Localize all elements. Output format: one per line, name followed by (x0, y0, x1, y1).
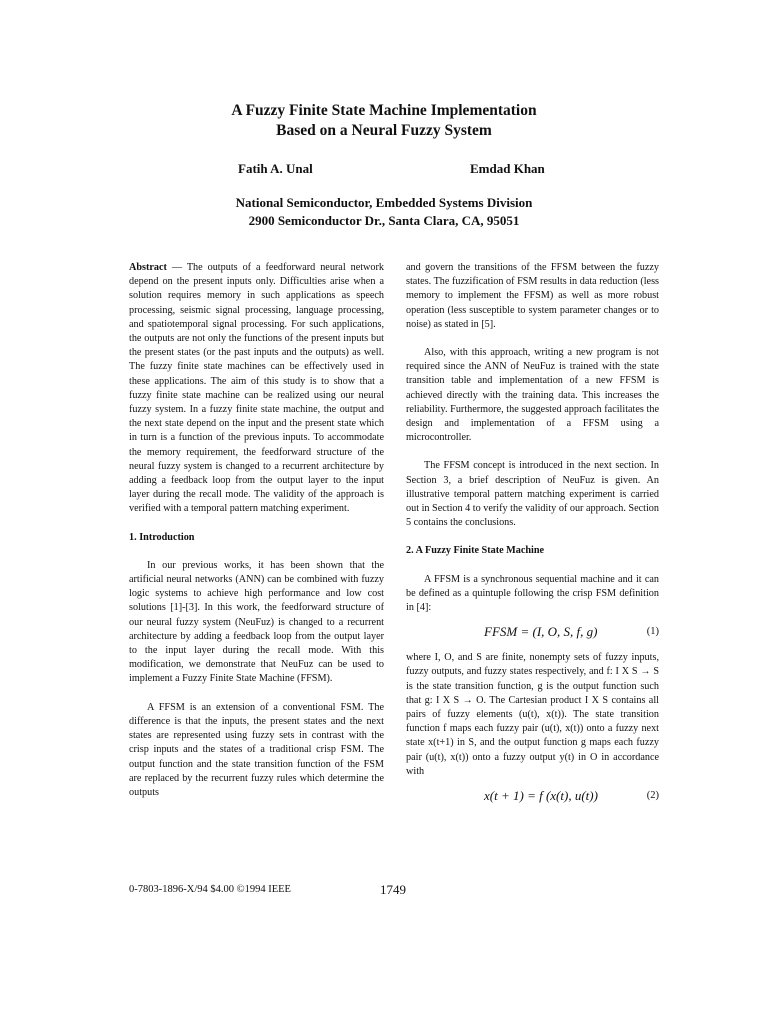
equation-1-body: FFSM = (I, O, S, f, g) (484, 624, 598, 640)
title-line-2: Based on a Neural Fuzzy System (276, 122, 492, 139)
author-1: Fatih A. Unal (238, 161, 313, 176)
page-number: 1749 (380, 882, 406, 897)
intro-paragraph-4: The FFSM concept is introduced in the next section. In Section 3, a brief description of NeuFuz is given. An illustrative temporal pattern matching experiment is carried out in Section 4 to verify the validity of our approach. Section 5 contains the conclusions. (406, 460, 659, 529)
section-2-paragraph-1: A FFSM is a synchronous sequential machine and it can be defined as a quintuple following the crisp FSM definition in [4]: (406, 573, 659, 614)
title-line-1: A Fuzzy Finite State Machine Implementation (231, 102, 537, 119)
abstract-label: Abstract (129, 262, 167, 273)
affiliation (0, 194, 768, 230)
author-2: Emdad Khan (470, 161, 545, 176)
equation-1 (406, 621, 659, 647)
left-column (129, 261, 384, 800)
abstract (129, 261, 384, 517)
equation-2-number: (2) (646, 790, 659, 802)
intro-paragraph-2-continued: and govern the transitions of the FFSM between the fuzzy states. The fuzzification of FSM results in data reduction (less memory to implement the FFSM) as well as more robust operation (less susceptible to system parameter changes or to noise) as stated in [5]. (406, 262, 659, 330)
section-2-heading: 2. A Fuzzy Finite State Machine (406, 545, 545, 557)
abstract-text: — The outputs of a feedforward neural network depend on the present inputs only. Difficulties arise when a solution requires memory in such applications as speech processing, seismic signal processing, language processing, and spatiotemporal signal processing. For such applications, the outputs are not only the functions of the present inputs but the present states (or the past inputs and the outputs) as well. The fuzzy finite state machines can be effectively used in these applications. The aim of this study is to show that a fuzzy finite state machine can be realized using our neural fuzzy system. In a fuzzy finite state machine, the output and the next state depend on the input and the present state which in turn is a function of the previous inputs. To accommodate the memory requirement, the feedforward structure of the neural fuzzy system is changed to a recurrent architecture by adding a feedback loop from the output layer to the input layer during the recall mode. The validity of the approach is verified with a temporal pattern matching experiment. (129, 262, 384, 515)
intro-paragraph-1: In our previous works, it has been shown that the artificial neural networks (ANN) can be combined with fuzzy logic systems to achieve high performance and low cost solutions [1]-[3]. In this work, the feedforward structure of our neural fuzzy system (NeuFuz) is changed to a recurrent architecture by adding a feedback loop from the output layer to the input layer during the recall mode. With this modification, we demonstrate that NeuFuz can be used to implement a Fuzzy Finite State Machine (FFSM). (129, 559, 384, 685)
intro-paragraph-3: Also, with this approach, writing a new program is not required since the ANN of NeuFuz is trained with the state transition table and implementation of a new FFSM is achieved directly with the training data. This increases the reliability. Furthermore, the suggested approach facilitates the design and implementation of a FFSM using a microcontroller. (406, 347, 659, 444)
copyright-code: 0-7803-1896-X/94 $4.00 ©1994 IEEE (129, 884, 291, 895)
section-1-heading: 1. Introduction (129, 531, 195, 543)
right-column (406, 261, 659, 815)
affiliation-line-2: 2900 Semiconductor Dr., Santa Clara, CA, 95051 (248, 213, 520, 228)
section-2-paragraph-2: where I, O, and S are finite, nonempty sets of fuzzy inputs, fuzzy outputs, and fuzzy states respectively, and f: I X S → S is the state transition function, g is the output function such that g: I X S → O. The Cartesian product I X S contains all pairs of fuzzy elements (u(t), x(t)). The state transition function f maps each fuzzy pair (u(t), x(t)) onto a fuzzy next state x(t+1) in S, and the output function g maps each fuzzy pair (u(t), x(t)) onto a fuzzy output y(t) in O in accordance with (406, 652, 659, 777)
equation-1-number: (1) (646, 626, 659, 638)
equation-2 (406, 785, 659, 811)
affiliation-line-1: National Semiconductor, Embedded Systems Division (235, 195, 533, 210)
intro-paragraph-2: A FFSM is an extension of a conventional FSM. The difference is that the inputs, the present states and the next states are represented using fuzzy sets in contrast with the crisp inputs and the states of a traditional crisp FSM. The output function and the state transition function of the FSM are replaced by the recurrent fuzzy rules which determine the outputs (129, 701, 384, 798)
equation-2-body: x(t + 1) = f (x(t), u(t)) (484, 788, 598, 804)
paper-title (0, 101, 768, 141)
